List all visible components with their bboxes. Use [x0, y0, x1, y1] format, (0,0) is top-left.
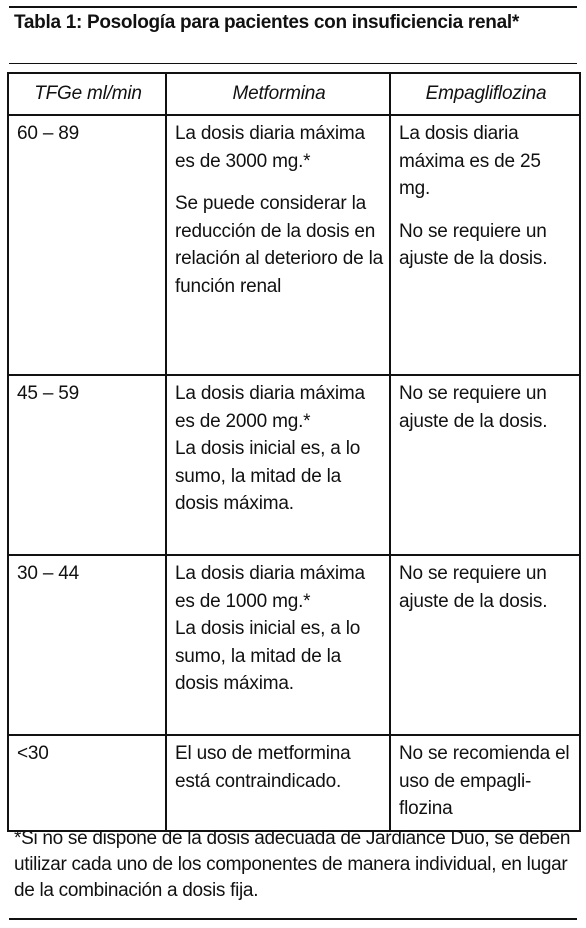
empagliflozina-text: No se requiere un ajuste de la dosis.	[399, 383, 548, 432]
caption-rule	[9, 63, 577, 64]
range-cell: <30	[8, 735, 166, 831]
metformina-cell	[166, 735, 390, 831]
header-row	[8, 73, 580, 115]
metformina-text: La dosis diaria máxima es de 2000 mg.*	[175, 383, 365, 432]
footnote: *Si no se dispone de la dosis adecuada de Jardiance Duo, se deben utilizar cada uno de los componentes de manera individual, en lugar de la combinación a dosis fija.	[14, 828, 571, 901]
table-caption: Tabla 1: Posología para pacientes con insuficiencia renal*	[14, 12, 519, 33]
metformina-text: El uso de metformina está contraindicado.	[175, 743, 351, 792]
top-rule	[9, 6, 577, 8]
range-cell: 60 – 89	[8, 115, 166, 375]
empagliflozina-text: La dosis diaria máxima es de 25 mg.	[399, 123, 541, 199]
header-metformina: Metformina	[166, 73, 390, 115]
metformina-cell	[166, 555, 390, 735]
empagliflozina-cell	[390, 115, 580, 375]
metformina-text: La dosis diaria máxima es de 1000 mg.*	[175, 563, 365, 612]
table-row	[8, 735, 580, 831]
bottom-rule	[9, 918, 577, 920]
empagliflozina-cell	[390, 555, 580, 735]
table-row	[8, 375, 580, 555]
empagliflozina-cell	[390, 735, 580, 831]
header-empagliflozina: Empagliflozina	[390, 73, 580, 115]
range-cell: 30 – 44	[8, 555, 166, 735]
metformina-text: La dosis inicial es, a lo sumo, la mitad de la dosis máxima.	[175, 618, 361, 694]
empagliflozina-text: No se requiere un ajuste de la dosis.	[399, 220, 548, 269]
empagliflozina-text: No se recomienda el uso de empagli-flozina	[399, 743, 570, 819]
empagliflozina-cell	[390, 375, 580, 555]
header-tfge: TFGe ml/min	[8, 73, 166, 115]
dosage-table	[7, 72, 581, 832]
empagliflozina-text: No se requiere un ajuste de la dosis.	[399, 563, 548, 612]
metformina-text: La dosis inicial es, a lo sumo, la mitad de la dosis máxima.	[175, 438, 361, 514]
metformina-cell	[166, 115, 390, 375]
metformina-cell	[166, 375, 390, 555]
table-row	[8, 115, 580, 375]
table-row	[8, 555, 580, 735]
range-cell: 45 – 59	[8, 375, 166, 555]
metformina-text: La dosis diaria máxima es de 3000 mg.*	[175, 123, 365, 172]
metformina-text: Se puede considerar la reducción de la dosis en relación al deterioro de la función renal	[175, 193, 383, 297]
